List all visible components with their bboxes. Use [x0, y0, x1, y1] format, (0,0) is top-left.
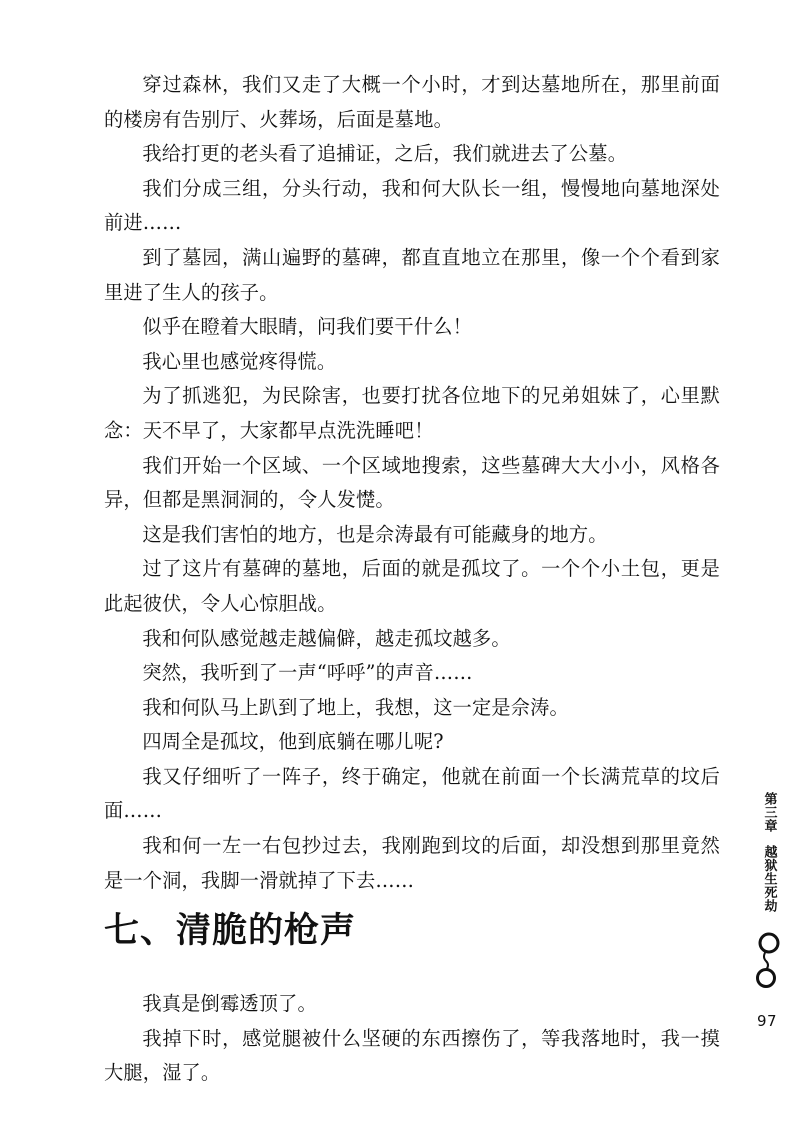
- handcuffs-icon: [752, 928, 786, 990]
- section-title: 七、清脆的枪声: [104, 911, 357, 951]
- paragraph: 我和何队马上趴到了地上，我想，这一定是佘涛。: [142, 695, 569, 719]
- paragraph: 突然，我听到了一声“呼呼”的声音……: [142, 661, 473, 685]
- paragraph: 我又仔细听了一阵子，终于确定，他就在前面一个长满荒草的坟后面……: [104, 764, 720, 823]
- chapter-title: 越狱生死劫: [761, 844, 777, 912]
- section-text: [104, 987, 720, 1091]
- paragraph: 我给打更的老头看了追捕证，之后，我们就进去了公墓。: [142, 142, 628, 166]
- chapter-side-tab: [756, 792, 782, 912]
- paragraph: 我真是倒霉透顶了。: [142, 992, 317, 1015]
- paragraph: 似乎在瞪着大眼睛，问我们要干什么！: [142, 315, 472, 339]
- paragraph: 我们分成三组，分头行动，我和何大队长一组，慢慢地向墓地深处前进……: [104, 176, 720, 235]
- paragraph: 我和何一左一右包抄过去，我刚跑到坟的后面，却没想到那里竟然是一个洞，我脚一滑就掉了下去……: [104, 834, 720, 892]
- paragraph: 穿过森林，我们又走了大概一个小时，才到达墓地所在，那里前面的楼房有告别厅、火葬场，后面是墓地。: [104, 73, 720, 131]
- paragraph: 四周全是孤坟，他到底躺在哪儿呢?: [142, 730, 444, 754]
- paragraph: 这是我们害怕的地方，也是佘涛最有可能藏身的地方。: [142, 522, 608, 546]
- paragraph: 我和何队感觉越走越偏僻，越走孤坟越多。: [142, 626, 511, 650]
- paragraph: 为了抓逃犯，为民除害，也要打扰各位地下的兄弟姐妹了，心里默念：天不早了，大家都早点洗洗睡吧！: [104, 384, 720, 442]
- paragraph: 我们开始一个区域、一个区域地搜索，这些墓碑大大小小，风格各异，但都是黑洞洞的，令人发憷。: [104, 453, 720, 512]
- page-number: 97: [757, 1012, 778, 1030]
- paragraph: 我心里也感觉疼得慌。: [142, 349, 337, 373]
- paragraph: 到了墓园，满山遍野的墓碑，都直直地立在那里，像一个个看到家里进了生人的孩子。: [104, 245, 720, 304]
- paragraph: 我掉下时，感觉腿被什么坚硬的东西擦伤了，等我落地时，我一摸大腿，湿了。: [104, 1026, 720, 1085]
- body-text: [104, 68, 720, 898]
- paragraph: 过了这片有墓碑的墓地，后面的就是孤坟了。一个个小土包，更是此起彼伏，令人心惊胆战。: [104, 557, 720, 615]
- chapter-label: 第三章: [761, 792, 777, 833]
